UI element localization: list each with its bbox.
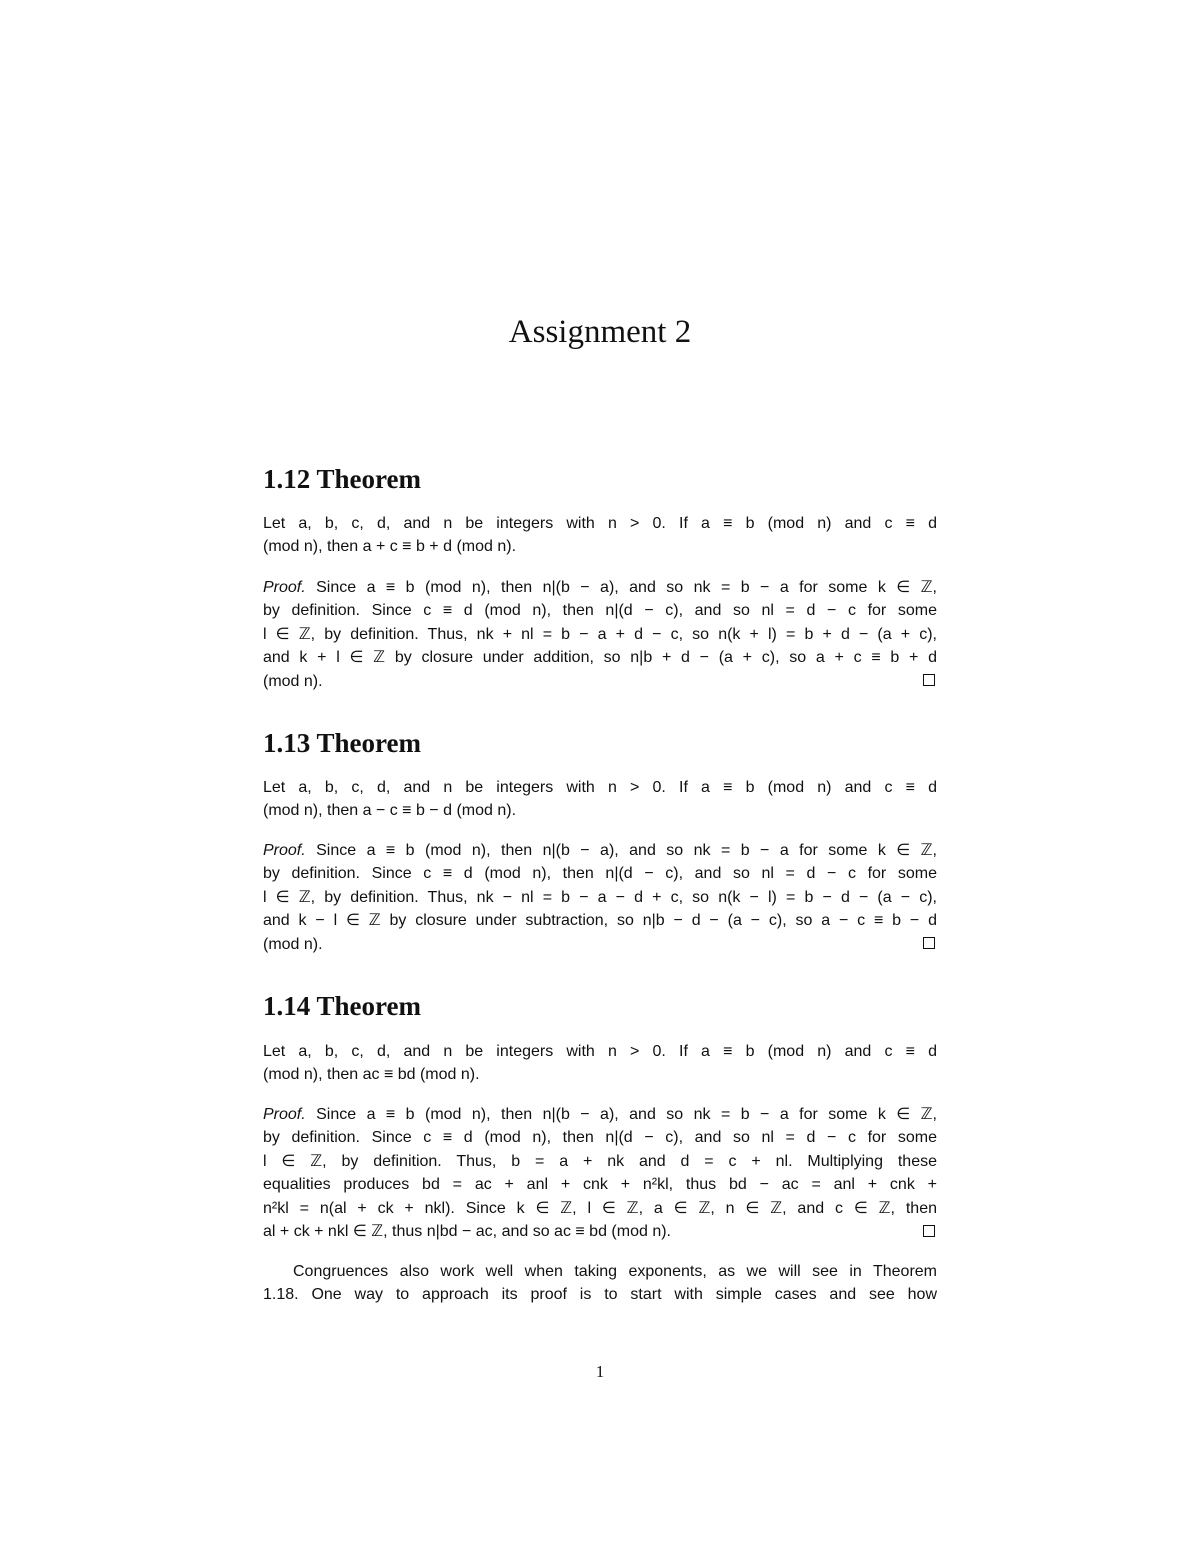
statement-line: Let a, b, c, d, and n be integers with n > 0. If a ≡ b (mod n) and c ≡ d [263,1043,937,1060]
statement-line: Let a, b, c, d, and n be integers with n > 0. If a ≡ b (mod n) and c ≡ d [263,779,937,796]
proof-line: by definition. Since c ≡ d (mod n), then n|(d − c), and so nl = d − c for some [263,1129,937,1147]
theorem-statement-1-12 [263,512,937,559]
paragraph-line: Congruences also work well when taking exponents, as we will see in Theorem [293,1263,937,1280]
theorem-statement-1-13 [263,776,937,823]
proof-label: Proof. [263,842,306,859]
qed-square-icon [923,937,935,949]
proof-line: (mod n). [263,672,323,690]
proof-line: l ∈ ℤ, by definition. Thus, nk − nl = b − a − d + c, so n(k − l) = b − d − (a − c), [263,888,937,906]
page-number: 1 [595,1362,605,1381]
proof-1-13 [263,839,937,956]
theorem-statement-1-14 [263,1040,937,1087]
statement-line: Let a, b, c, d, and n be integers with n > 0. If a ≡ b (mod n) and c ≡ d [263,515,937,532]
proof-line: (mod n). [263,935,323,953]
section-heading-1-13: 1.13 Theorem [263,728,421,758]
proof-line: by definition. Since c ≡ d (mod n), then n|(d − c), and so nl = d − c for some [263,602,937,620]
statement-line: (mod n), then ac ≡ bd (mod n). [263,1066,480,1084]
proof-line: l ∈ ℤ, by definition. Thus, b = a + nk and d = c + nl. Multiplying these [263,1152,937,1170]
proof-line: and k + l ∈ ℤ by closure under addition, so n|b + d − (a + c), so a + c ≡ b + d [263,649,937,667]
proof-1-14 [263,1103,937,1243]
statement-line: (mod n), then a − c ≡ b − d (mod n). [263,802,517,820]
proof-1-12 [263,576,937,693]
paragraph-line: 1.18. One way to approach its proof is to start with simple cases and see how [263,1286,937,1304]
proof-line: Since a ≡ b (mod n), then n|(b − a), and so nk = b − a for some k ∈ ℤ, [305,579,937,596]
proof-label: Proof. [263,1106,306,1123]
proof-label: Proof. [263,579,306,596]
statement-line: (mod n), then a + c ≡ b + d (mod n). [263,538,517,556]
closing-paragraph [263,1260,937,1307]
proof-line: al + ck + nkl ∈ ℤ, thus n|bd − ac, and so ac ≡ bd (mod n). [263,1222,671,1240]
qed-square-icon [923,674,935,686]
page-title: Assignment 2 [508,314,692,350]
section-heading-1-12: 1.12 Theorem [263,464,421,494]
proof-line: l ∈ ℤ, by definition. Thus, nk + nl = b − a + d − c, so n(k + l) = b + d − (a + c), [263,625,937,643]
proof-line: Since a ≡ b (mod n), then n|(b − a), and so nk = b − a for some k ∈ ℤ, [305,1106,937,1123]
section-heading-1-14: 1.14 Theorem [263,991,421,1021]
proof-line: by definition. Since c ≡ d (mod n), then n|(d − c), and so nl = d − c for some [263,865,937,883]
proof-line: and k − l ∈ ℤ by closure under subtraction, so n|b − d − (a − c), so a − c ≡ b − d [263,912,937,930]
proof-line: Since a ≡ b (mod n), then n|(b − a), and so nk = b − a for some k ∈ ℤ, [305,842,937,859]
proof-line: equalities produces bd = ac + anl + cnk + n²kl, thus bd − ac = anl + cnk + [263,1176,937,1194]
proof-line: n²kl = n(al + ck + nkl). Since k ∈ ℤ, l ∈ ℤ, a ∈ ℤ, n ∈ ℤ, and c ∈ ℤ, then [263,1199,937,1217]
qed-square-icon [923,1225,935,1237]
